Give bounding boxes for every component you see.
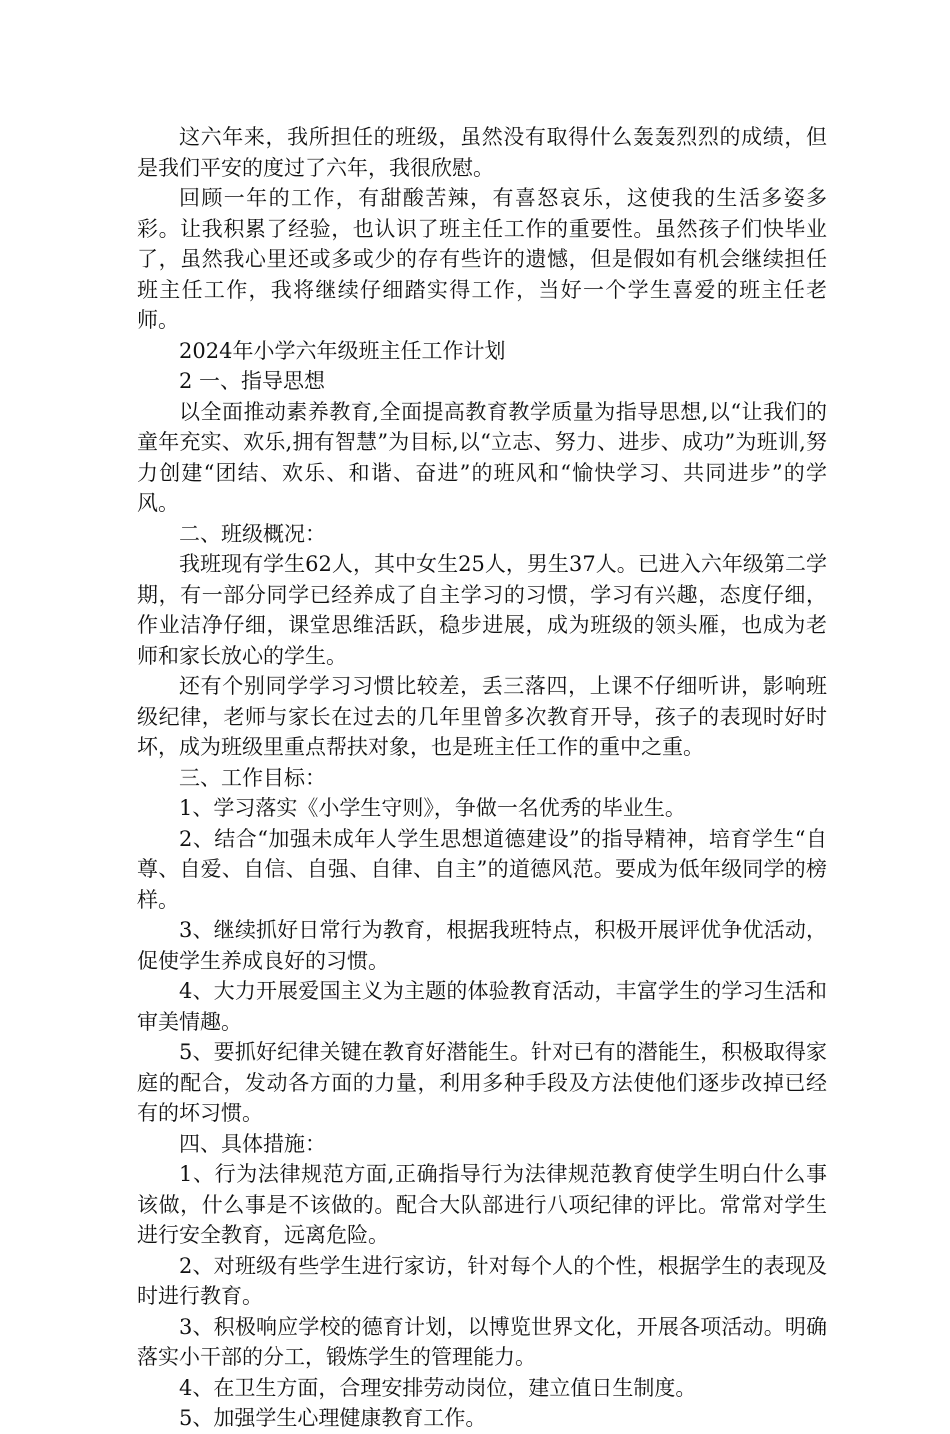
document-body bbox=[137, 122, 827, 1434]
list-item: 4、在卫生方面，合理安排劳动岗位，建立值日生制度。 bbox=[179, 1375, 697, 1400]
list-item: 3、继续抓好日常行为教育，根据我班特点，积极开展评优争优活动，促使学生养成良好的习惯。 bbox=[137, 918, 827, 973]
list-item: 2、结合“加强未成年人学生思想道德建设”的指导精神，培育学生“自尊、自爱、自信、自强、自律、自主”的道德风范。要成为低年级同学的榜样。 bbox=[137, 826, 827, 912]
paragraph: 我班现有学生62人，其中女生25人，男生37人。已进入六年级第二学期，有一部分同学已经养成了自主学习的习惯，学习有兴趣，态度仔细，作业洁净仔细，课堂思维活跃，稳步进展，成为班级的领头雁，也成为老师和家长放心的学生。 bbox=[137, 552, 827, 668]
list-item: 1、学习落实《小学生守则》，争做一名优秀的毕业生。 bbox=[179, 796, 686, 820]
document-title: 2024年小学六年级班主任工作计划 bbox=[179, 338, 506, 363]
list-item: 1、行为法律规范方面,正确指导行为法律规范教育使学生明白什么事该做，什么事是不该做的。配合大队部进行八项纪律的评比。常常对学生进行安全教育，远离危险。 bbox=[137, 1162, 827, 1247]
paragraph: 以全面推动素养教育,全面提高教育教学质量为指导思想,以“让我们的童年充实、欢乐,拥有智慧”为目标,以“立志、努力、进步、成功”为班训,努力创建“团结、欢乐、和谐、奋进”的班风和“愉快学习、共同进步”的学风。 bbox=[137, 399, 827, 515]
paragraph: 这六年来，我所担任的班级，虽然没有取得什么轰轰烈烈的成绩，但是我们平安的度过了六年，我很欣慰。 bbox=[137, 125, 827, 180]
paragraph: 还有个别同学学习习惯比较差，丢三落四，上课不仔细听讲，影响班级纪律，老师与家长在过去的几年里曾多次教育开导，孩子的表现时好时坏，成为班级里重点帮扶对象，也是班主任工作的重中之重。 bbox=[137, 674, 827, 759]
list-item: 2、对班级有些学生进行家访，针对每个人的个性，根据学生的表现及时进行教育。 bbox=[137, 1253, 827, 1308]
list-item: 4、大力开展爱国主义为主题的体验教育活动，丰富学生的学习生活和审美情趣。 bbox=[137, 979, 827, 1034]
section-heading: 2 一、指导思想 bbox=[179, 369, 326, 393]
section-heading: 三、工作目标： bbox=[179, 765, 326, 790]
list-item: 5、要抓好纪律关键在教育好潜能生。针对已有的潜能生，积极取得家庭的配合，发动各方面的力量，利用多种手段及方法使他们逐步改掉已经有的坏习惯。 bbox=[137, 1040, 827, 1125]
list-item: 5、加强学生心理健康教育工作。 bbox=[179, 1406, 487, 1430]
paragraph: 回顾一年的工作，有甜酸苦辣，有喜怒哀乐，这使我的生活多姿多彩。让我积累了经验，也认识了班主任工作的重要性。虽然孩子们快毕业了，虽然我心里还或多或少的存有些许的遗憾，但是假如有机会继续担任班主任工作，我将继续仔细踏实得工作，当好一个学生喜爱的班主任老师。 bbox=[137, 186, 827, 332]
section-heading: 二、班级概况： bbox=[179, 521, 326, 546]
section-heading: 四、具体措施： bbox=[179, 1131, 326, 1156]
list-item: 3、积极响应学校的德育计划，以博览世界文化，开展各项活动。明确落实小干部的分工，锻炼学生的管理能力。 bbox=[137, 1314, 827, 1369]
